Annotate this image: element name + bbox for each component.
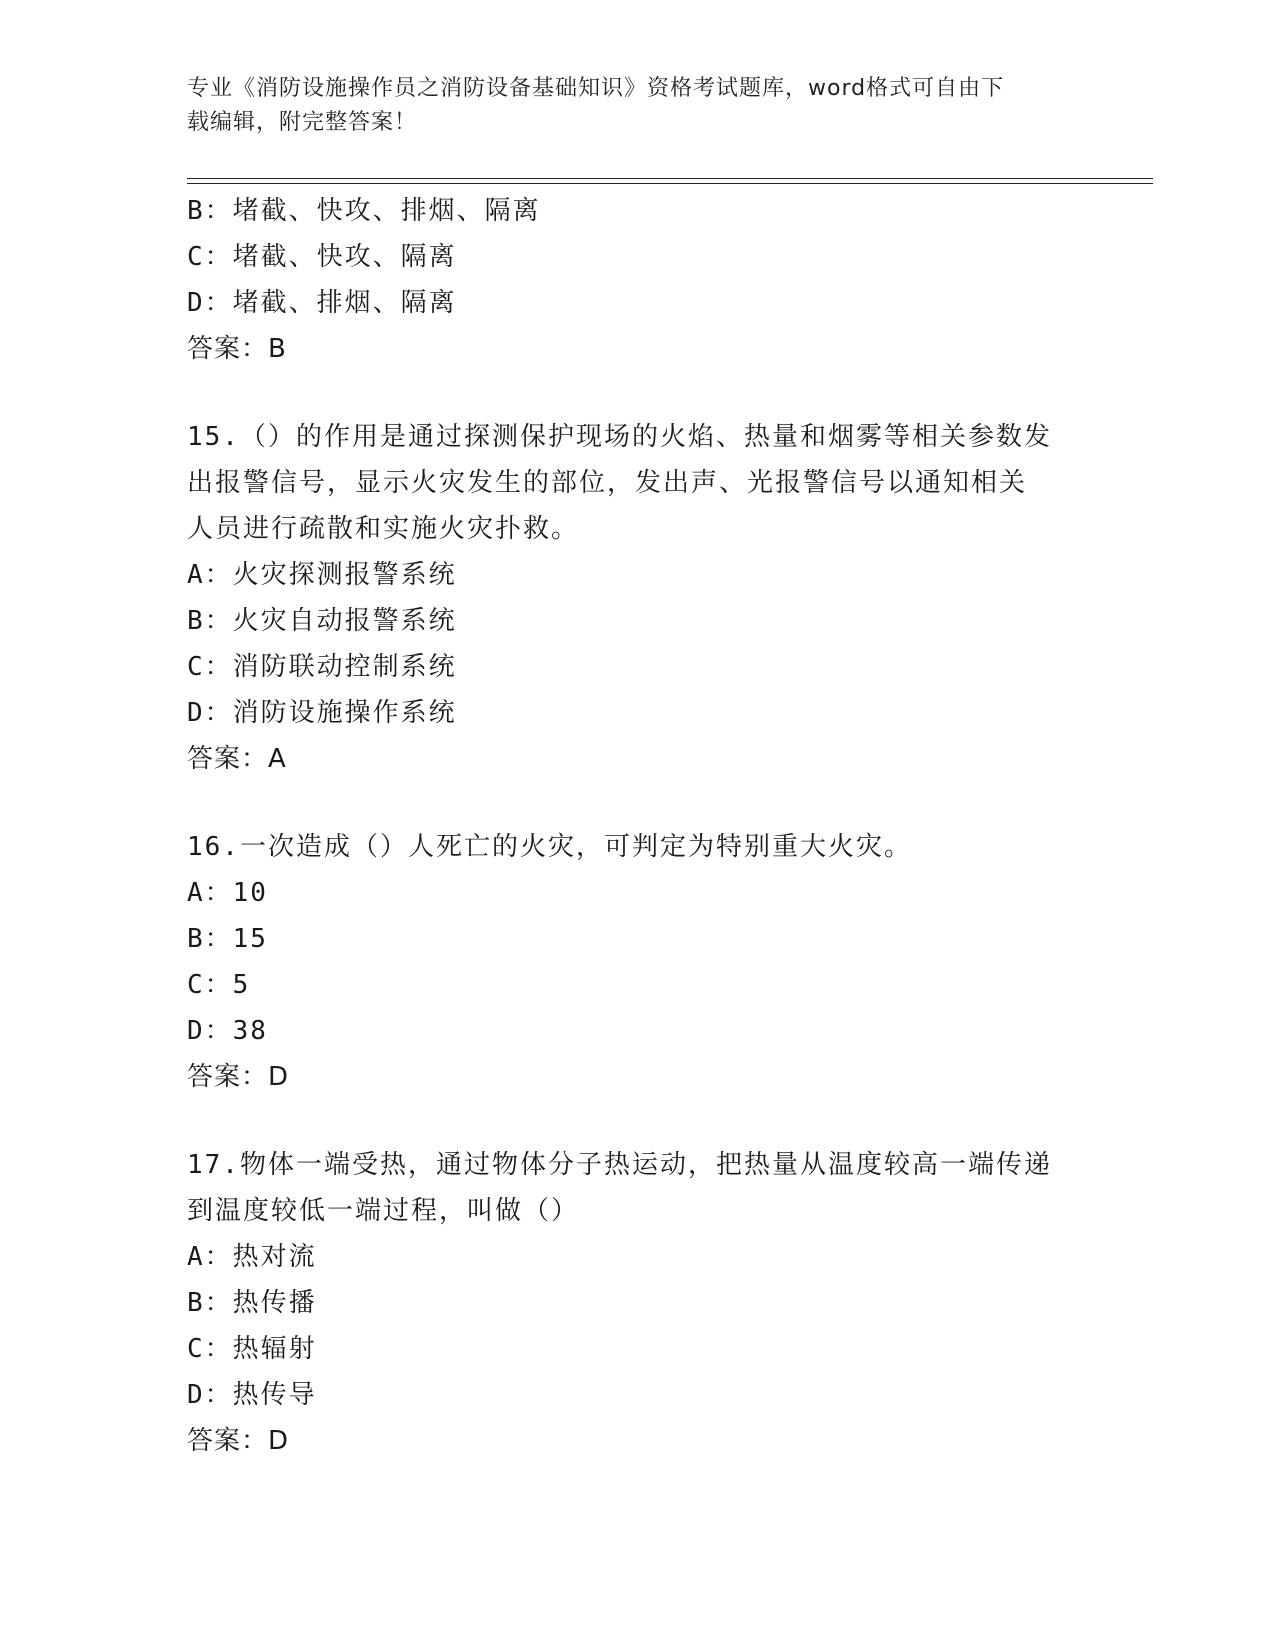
option-d: D：38 [187, 1016, 268, 1046]
question-17-block [187, 1142, 1087, 1464]
question-14-block [187, 188, 1087, 372]
block-spacer [187, 782, 1087, 824]
option-b: B：15 [187, 924, 268, 954]
question-15-block [187, 414, 1087, 782]
option-a: A：热对流 [187, 1242, 317, 1272]
option-c: C：热辐射 [187, 1334, 317, 1364]
document-header [187, 72, 1087, 140]
option-d: D：消防设施操作系统 [187, 698, 457, 728]
option-c: C：堵截、快攻、隔离 [187, 242, 457, 272]
question-stem: 人员进行疏散和实施火灾扑救。 [187, 514, 580, 544]
option-c: C：消防联动控制系统 [187, 652, 457, 682]
header-divider-bottom [187, 183, 1153, 184]
option-a: A：火灾探测报警系统 [187, 560, 457, 590]
answer-line: 答案：D [187, 1062, 290, 1092]
option-b: B：堵截、快攻、排烟、隔离 [187, 196, 541, 226]
option-a: A：10 [187, 878, 268, 908]
option-b: B：热传播 [187, 1288, 317, 1318]
header-line-1: 专业《消防设施操作员之消防设备基础知识》资格考试题库，word格式可自由下 [187, 76, 1005, 101]
question-16-block [187, 824, 1087, 1100]
option-d: D：热传导 [187, 1380, 317, 1410]
answer-line: 答案：A [187, 744, 287, 774]
question-stem: 出报警信号，显示火灾发生的部位，发出声、光报警信号以通知相关 [187, 468, 1028, 498]
option-c: C：5 [187, 970, 251, 1000]
answer-line: 答案：D [187, 1426, 290, 1456]
question-content [187, 188, 1087, 1464]
question-stem: 17.物体一端受热，通过物体分子热运动，把热量从温度较高一端传递 [187, 1150, 1052, 1180]
question-stem: 到温度较低一端过程，叫做（） [187, 1196, 580, 1226]
block-spacer [187, 372, 1087, 414]
option-d: D：堵截、排烟、隔离 [187, 288, 457, 318]
question-stem: 15.（）的作用是通过探测保护现场的火焰、热量和烟雾等相关参数发 [187, 422, 1052, 452]
answer-line: 答案：B [187, 334, 287, 364]
option-b: B：火灾自动报警系统 [187, 606, 457, 636]
block-spacer [187, 1100, 1087, 1142]
header-divider-top [187, 178, 1153, 179]
question-stem: 16.一次造成（）人死亡的火灾，可判定为特别重大火灾。 [187, 832, 912, 862]
header-line-2: 载编辑，附完整答案！ [187, 110, 418, 135]
